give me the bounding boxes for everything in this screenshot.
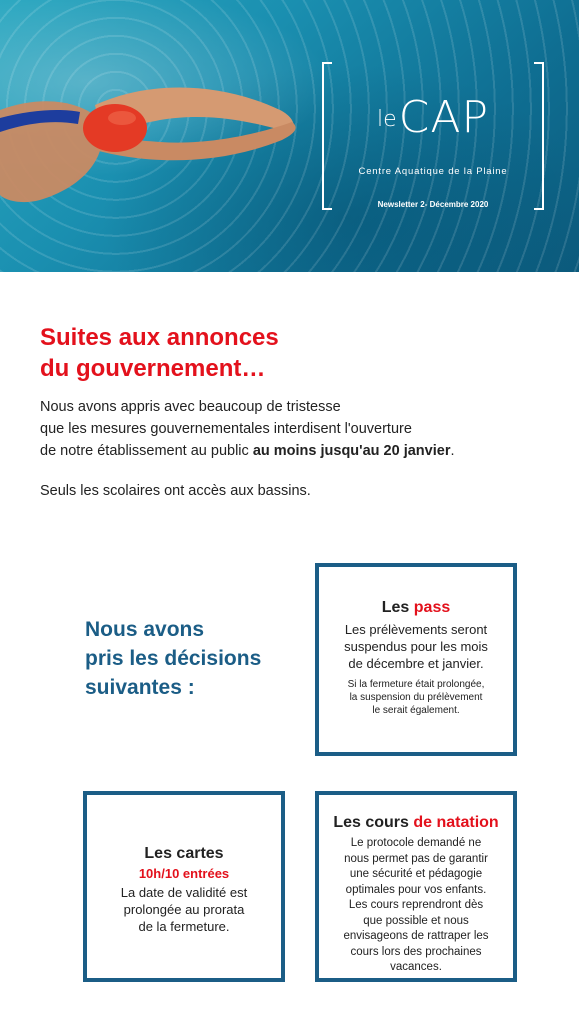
cours-card [315,791,517,982]
cours-title [329,812,503,834]
cours-text-line: envisageons de rattraper les [343,930,489,942]
intro-title-line1: Suites aux annonces [40,324,279,351]
cap-logo-frame [322,62,544,210]
cours-title-accent: de natation [413,814,499,831]
swimmer-illustration [0,0,320,272]
cours-text-line: optimales pour vos enfants. [345,883,487,896]
intro-body-line3-start: de notre établissement au public [40,443,253,459]
pass-text [329,621,503,672]
cours-text-line: Le protocole demandé ne [350,837,482,849]
cartes-text-line2: prolongée au prorata [123,902,245,917]
logo-subtitle: Centre Aquatique de la Plaine [358,166,508,177]
decisions-title [85,615,285,702]
pass-note-line1: Si la fermeture était prolongée, [347,679,485,690]
intro-body [40,396,520,462]
pass-title-prefix: Les [381,599,414,616]
intro-body-line2: que les mesures gouvernementales interdisent l'ouverture [40,421,412,437]
logo-le: le [376,107,397,132]
pass-title [329,597,503,619]
intro-title [40,322,460,384]
decisions-title-line2: pris les décisions [85,647,262,670]
cartes-text-line1: La date de validité est [120,885,248,900]
logo-cap: CAP [398,92,489,143]
decisions-title-line1: Nous avons [85,618,205,641]
cours-text-line: une sécurité et pédagogie [349,868,483,880]
hero-banner [0,0,579,272]
cours-text-line: vacances. [390,961,442,973]
cours-title-prefix: Les cours [333,814,414,831]
cap-logo [322,92,544,143]
cours-text-line: Les cours reprendront dès [348,899,484,911]
pass-note [329,678,503,717]
cartes-text-line3: de la fermeture. [138,919,230,934]
cartes-card [83,791,285,982]
pass-note-line2: la suspension du prélèvement [349,692,483,703]
cours-text-line: que possible et nous [363,914,469,927]
decisions-title-line3: suivantes : [85,676,195,699]
intro-body-line3-bold: au moins jusqu'au 20 janvier [252,443,451,459]
pass-text-line1: Les prélèvements seront [344,622,488,637]
pass-text-line2: suspendus pour les mois [344,639,488,654]
intro-body-line3-end: . [450,443,455,459]
cours-text-line: nous permet pas de garantir [344,852,488,865]
cartes-title: Les cartes [144,845,224,862]
pass-title-accent: pass [413,599,451,616]
intro-title-line2: du gouvernement… [40,355,266,382]
newsletter-label: Newsletter 2- Décembre 2020 [377,200,489,209]
cartes-text [99,884,269,935]
pass-text-line3: de décembre et janvier. [348,656,484,671]
cartes-highlight: 10h/10 entrées [138,866,230,881]
cours-text-line: cours lors des prochaines [350,945,482,958]
intro-body-line1: Nous avons appris avec beaucoup de tristesse [40,399,341,415]
intro-body-line3 [40,440,520,462]
intro-note: Seuls les scolaires ont accès aux bassins. [40,483,311,499]
pass-note-line3: le serait également. [372,705,460,716]
cours-text [329,836,503,976]
pass-card [315,563,517,756]
